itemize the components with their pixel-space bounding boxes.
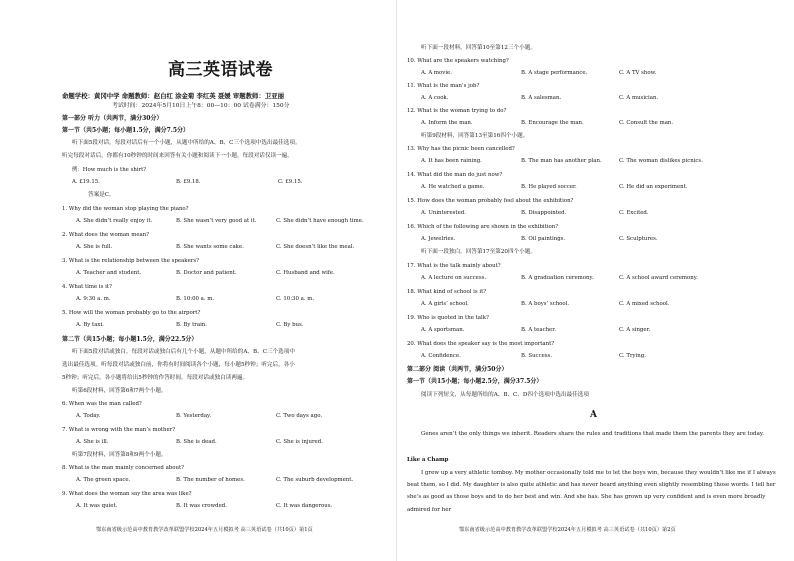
option: C. Trying. <box>619 353 646 359</box>
section1-title: 第一节（共5小题；每小题1.5分，满分7.5分） <box>62 127 190 134</box>
option: A. A cook. <box>421 95 449 101</box>
passage-body: I grew up a very athletic tomboy. My mother occasionally told me to let the boys win, because they wouldn’t like me if I always beat them, so I did. My daughter is also quite athletic and has never heard anything even slightly resembling those words. I tell her she’s as good as those boys and to do her best and win. And she has. She has grown up very confident and is even more broadly admired for her <box>407 470 776 513</box>
question: 8. What is the man mainly concerned about? <box>62 465 185 471</box>
option: A. Jewelries. <box>421 236 456 242</box>
option: B. By train. <box>176 322 207 328</box>
question: 11. What is the man’s job? <box>407 83 480 89</box>
option: C. Husband and wife. <box>276 270 335 276</box>
option: B. A graduation ceremony. <box>521 275 594 281</box>
option: C. It was dangerous. <box>276 503 333 509</box>
question: 7. What is wrong with the man’s mother? <box>62 427 176 433</box>
option: C. The woman dislikes picnics. <box>619 158 703 164</box>
part2-section1-title: 第一节（共15小题；每小题2.5分，满分37.5分） <box>407 378 543 385</box>
section1-instruction-2: 听完每段对话后，你都有10秒钟的时间来回答有关小题和阅读下一小题。每段对话仅读一遍。 <box>62 153 293 159</box>
option: A. She is ill. <box>76 439 109 445</box>
example-option: C. £9.15. <box>278 179 303 185</box>
option: B. The number of homes. <box>176 477 245 483</box>
option: C. He did an experiment. <box>619 184 688 190</box>
question: 4. What time is it? <box>62 284 112 290</box>
option: C. A school award ceremony. <box>619 275 698 281</box>
option: C. A TV show. <box>619 70 657 76</box>
option: B. Doctor and patient. <box>176 270 237 276</box>
question: 5. How will the woman probably go to the airport? <box>62 310 201 316</box>
section2-title: 第二节（共15小题；每小题1.5分，满分22.5分） <box>62 336 198 343</box>
option: A. Teacher and student. <box>76 270 142 276</box>
question: 20. What does the speaker say is the most important? <box>407 341 555 347</box>
option: C. Two days ago. <box>276 413 323 419</box>
option: C. By bus. <box>276 322 304 328</box>
option: B. Yesterday. <box>176 413 212 419</box>
option: A. He watched a game. <box>421 184 485 190</box>
question: 13. Why has the picnic been cancelled? <box>407 146 515 152</box>
header-authors: 命题学校：黄冈中学 命题教师：赵白红 涂金菊 李红英 聂媛 审题教师：卫亚丽 <box>62 92 285 100</box>
example-question: 例：How much is the shirt? <box>72 167 147 173</box>
option: B. The man has another plan. <box>521 158 602 164</box>
question: 19. Who is quoted in the talk? <box>407 315 489 321</box>
passage-subtitle: Like a Champ <box>407 457 449 463</box>
question: 15. How does the woman probably feel about the exhibition? <box>407 198 574 204</box>
option: B. Disappointed. <box>521 210 567 216</box>
option: C. She is injured. <box>276 439 323 445</box>
question: 1. Why did the woman stop playing the piano? <box>62 206 189 212</box>
section2-instruction-3: 5秒钟；听完后，各小题将给出5秒钟的作答时间。每段对话或独白读两遍。 <box>62 375 249 381</box>
material-intro-13: 听第9段材料，回答第13至第16四个小题。 <box>421 133 529 139</box>
option: A. It has been raining. <box>421 158 482 164</box>
option: A. It was quiet. <box>76 503 118 509</box>
option: A. A girls’ school. <box>421 301 469 307</box>
passage-intro: Genes aren’t the only things we inherit. Readers share the rules and traditions that made them the parents they are today. <box>421 431 764 437</box>
page-footer: 鄂东南省级示范高中教育教学改革联盟学校2024年五月模拟考 高三英语试卷（共10页）第1页 <box>96 527 313 533</box>
option: A. A sportsman. <box>421 327 465 333</box>
question: 17. What is the talk mainly about? <box>407 263 501 269</box>
material-intro-17: 听下面一段独白，回答第17至第20四个小题。 <box>421 249 536 255</box>
option: C. 10:30 a. m. <box>276 296 315 302</box>
header-time-score: 考试时间：2024年5月10日上午8：00—10：00 试卷满分：150分 <box>112 103 290 109</box>
example-option: A. £19.15. <box>72 179 100 185</box>
option: C. A singer. <box>619 327 651 333</box>
option: C. She didn’t have enough time. <box>276 218 364 224</box>
material-intro-8: 听第7段材料，回答第8和9两个小题。 <box>72 452 167 458</box>
option: B. She wasn’t very good at it. <box>176 218 257 224</box>
question: 16. Which of the following are shown in the exhibition? <box>407 224 559 230</box>
option: C. Excited. <box>619 210 649 216</box>
option: B. She is dead. <box>176 439 217 445</box>
question: 14. What did the man do just now? <box>407 172 503 178</box>
option: A. Inform the man. <box>421 120 473 126</box>
question: 2. What does the woman mean? <box>62 232 150 238</box>
option: A. The green space. <box>76 477 131 483</box>
material-intro-10: 听下面一段材料，回答第10至第12三个小题。 <box>421 45 536 51</box>
option: C. A mixed school. <box>619 301 670 307</box>
question: 6. When was the man called? <box>62 401 142 407</box>
option: C. Consult the man. <box>619 120 674 126</box>
option: A. Uninterested. <box>421 210 466 216</box>
question: 12. What is the woman trying to do? <box>407 108 507 114</box>
example-option: B. £9.18. <box>176 179 201 185</box>
question: 9. What does the woman say the area was like? <box>62 491 192 497</box>
passage-label: A <box>590 410 597 420</box>
option: A. Confidence. <box>421 353 461 359</box>
option: B. A stage performance. <box>521 70 588 76</box>
section2-instruction-2: 选出最佳选项。听每段对话或独白前，你将有时间阅读各个小题，每小题5秒钟；听完后，各小 <box>62 362 295 368</box>
option: B. Oil paintings. <box>521 236 566 242</box>
option: B. 10:00 a. m. <box>176 296 215 302</box>
option: B. A salesman. <box>521 95 562 101</box>
option: C. A musician. <box>619 95 659 101</box>
example-answer: 答案是C。 <box>88 192 115 198</box>
page-footer: 鄂东南省级示范高中教育教学改革联盟学校2024年五月模拟考 高三英语试卷（共10页）第2页 <box>459 527 676 533</box>
option: B. He played soccer. <box>521 184 577 190</box>
question: 18. What kind of school is it? <box>407 289 487 295</box>
option: A. A movie. <box>421 70 452 76</box>
option: A. 9:30 a. m. <box>76 296 111 302</box>
option: B. Success. <box>521 353 553 359</box>
part1-title: 第一部分 听力（共两节，满分30分） <box>62 115 163 122</box>
section1-instruction-1: 听下面5段对话。每段对话后有一个小题，从题中所给的A、B、C三个选项中选出最佳选项。 <box>72 140 301 146</box>
part2-instruction: 阅读下列短文，从每题所给的A、B、C、D四个选项中选出最佳选项 <box>421 392 589 398</box>
option: A. A lecture on success. <box>421 275 487 281</box>
section2-instruction-1: 听下面5段对话或独白。每段对话或独白后有几个小题，从题中所给的A、B、C三个选项中 <box>72 349 295 355</box>
exam-page-2 <box>397 0 794 561</box>
option: A. Today. <box>76 413 101 419</box>
option: B. A boys’ school. <box>521 301 570 307</box>
option: A. By taxi. <box>76 322 104 328</box>
option: C. Sculptures. <box>619 236 658 242</box>
question: 3. What is the relationship between the speakers? <box>62 258 199 264</box>
part2-title: 第二部分 阅读（共两节，满分50分） <box>407 366 508 373</box>
option: B. She wants some cake. <box>176 244 244 250</box>
exam-title: 高三英语试卷 <box>168 60 273 80</box>
option: A. She didn’t really enjoy it. <box>76 218 153 224</box>
option: B. It was crowded. <box>176 503 227 509</box>
option: C. She doesn’t like the meal. <box>276 244 355 250</box>
question: 10. What are the speakers watching? <box>407 58 509 64</box>
option: C. The suburb development. <box>276 477 354 483</box>
option: B. A teacher. <box>521 327 556 333</box>
option: A. She is full. <box>76 244 113 250</box>
option: B. Encourage the man. <box>521 120 584 126</box>
material-intro-6: 听第6段材料，回答第6和7两个小题。 <box>72 388 167 394</box>
